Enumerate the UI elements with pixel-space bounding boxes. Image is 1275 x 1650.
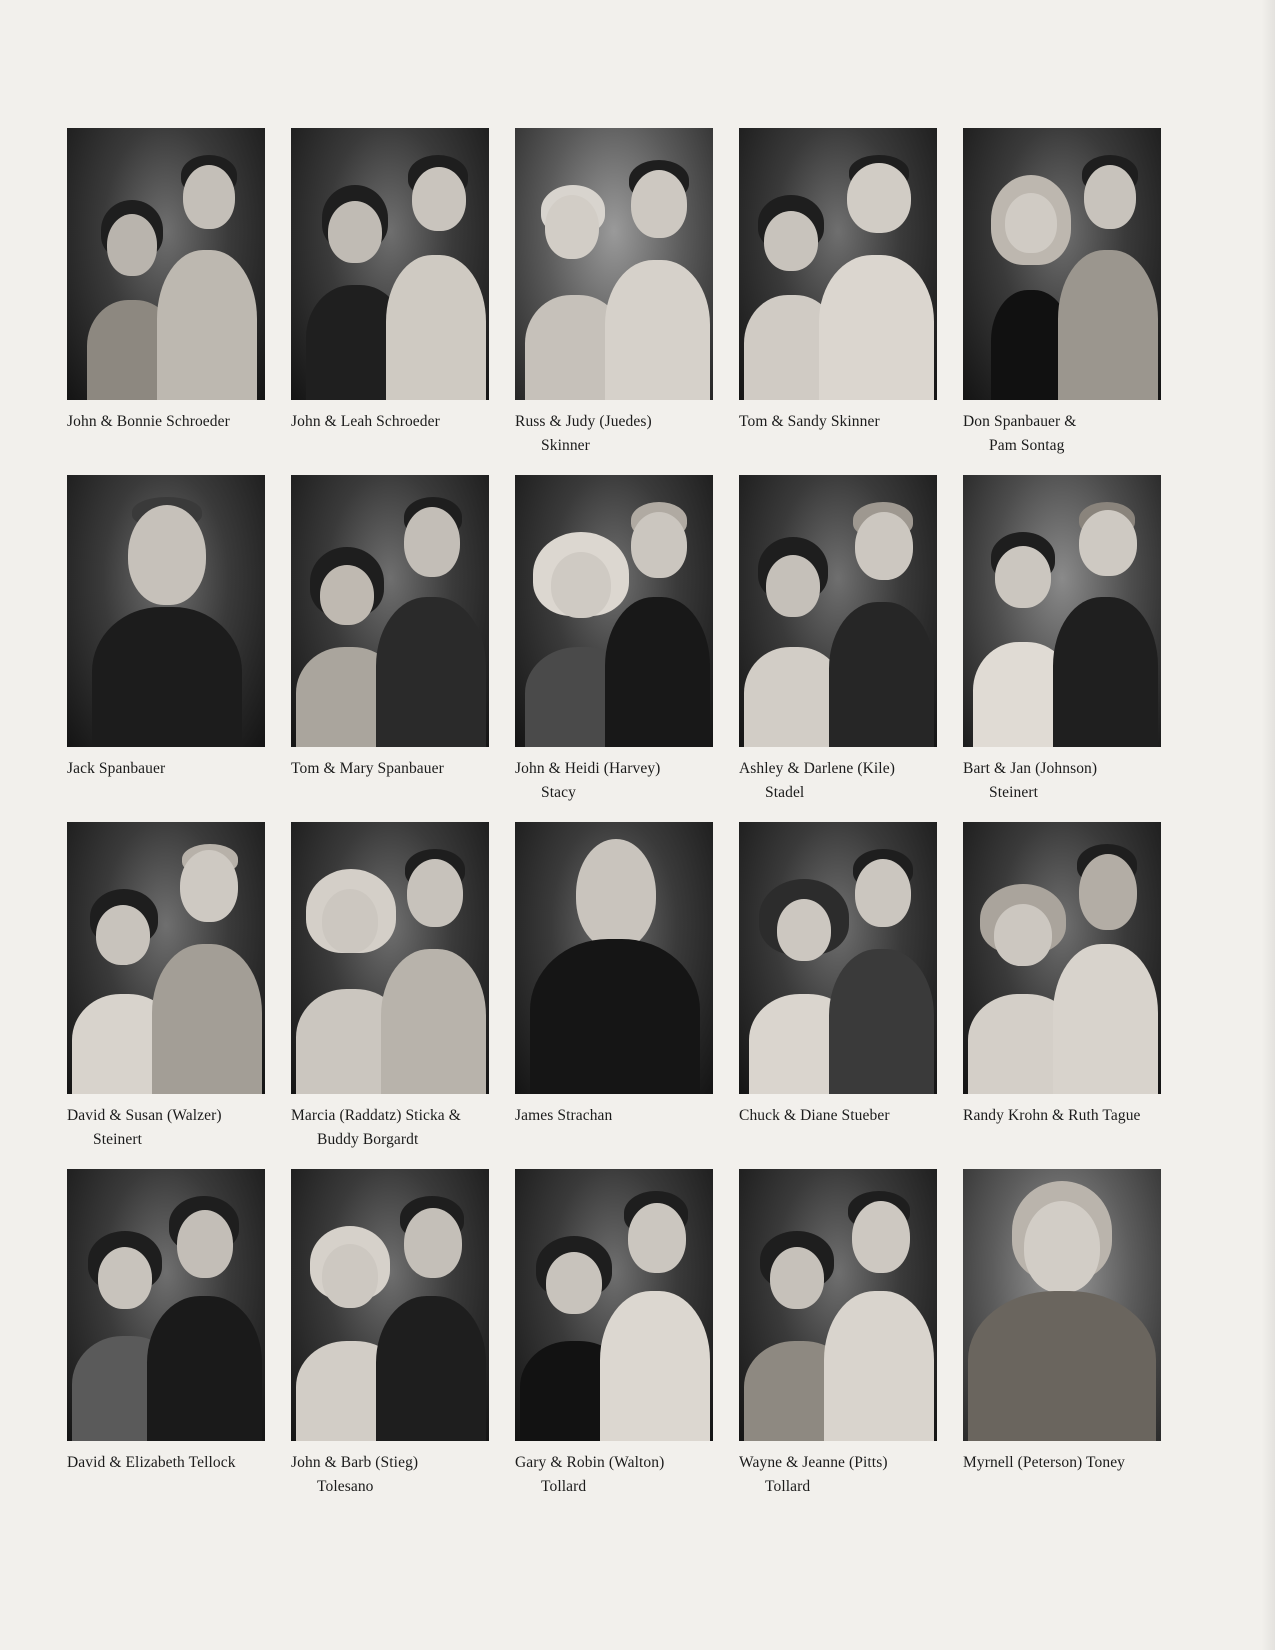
portrait-caption <box>291 757 489 781</box>
portrait-entry <box>515 128 713 453</box>
portrait-entry <box>963 475 1161 800</box>
portrait-caption <box>67 1451 265 1475</box>
caption-line-1: John & Barb (Stieg) <box>291 1454 419 1471</box>
portrait-entry <box>67 475 265 800</box>
caption-line-1: Wayne & Jeanne (Pitts) <box>739 1454 888 1471</box>
portrait-photo <box>739 475 937 747</box>
portrait-photo <box>67 822 265 1094</box>
caption-line-1: John & Leah Schroeder <box>291 413 440 430</box>
portrait-photo <box>515 475 713 747</box>
portrait-photo <box>963 475 1161 747</box>
portrait-photo <box>739 128 937 400</box>
portrait-photo <box>291 822 489 1094</box>
portrait-caption <box>291 1104 489 1152</box>
portrait-entry <box>515 1169 713 1494</box>
caption-line-1: Myrnell (Peterson) Toney <box>963 1454 1126 1471</box>
portrait-caption <box>963 757 1161 805</box>
caption-line-1: Jack Spanbauer <box>67 760 166 777</box>
portrait-caption <box>515 1104 713 1128</box>
portrait-caption <box>963 1104 1161 1128</box>
caption-line-1: Gary & Robin (Walton) <box>515 1454 665 1471</box>
portrait-entry <box>963 128 1161 453</box>
portrait-entry <box>291 822 489 1147</box>
portrait-caption <box>291 410 489 434</box>
portrait-caption <box>515 757 713 805</box>
caption-line-2: Steinert <box>93 1131 143 1148</box>
caption-line-2: Pam Sontag <box>989 437 1065 454</box>
portrait-caption <box>67 757 265 781</box>
portrait-photo <box>515 1169 713 1441</box>
caption-line-1: Tom & Sandy Skinner <box>739 413 880 430</box>
caption-line-1: Ashley & Darlene (Kile) <box>739 760 895 777</box>
caption-line-2: Buddy Borgardt <box>317 1131 419 1148</box>
caption-line-1: Don Spanbauer & <box>963 413 1077 430</box>
caption-line-1: Randy Krohn & Ruth Tague <box>963 1107 1141 1124</box>
portrait-photo <box>67 128 265 400</box>
caption-line-1: Marcia (Raddatz) Sticka & <box>291 1107 461 1124</box>
portrait-caption <box>67 1104 265 1152</box>
caption-line-1: Bart & Jan (Johnson) <box>963 760 1098 777</box>
portrait-entry <box>739 475 937 800</box>
caption-line-1: Chuck & Diane Stueber <box>739 1107 890 1124</box>
portrait-entry <box>67 822 265 1147</box>
portrait-entry <box>291 1169 489 1494</box>
portrait-photo <box>963 822 1161 1094</box>
portrait-photo <box>67 475 265 747</box>
caption-line-2: Steinert <box>989 784 1039 801</box>
portrait-caption <box>739 410 937 434</box>
portrait-entry <box>67 1169 265 1494</box>
caption-line-1: Russ & Judy (Juedes) <box>515 413 652 430</box>
portrait-photo <box>291 475 489 747</box>
portrait-entry <box>515 822 713 1147</box>
portrait-photo <box>515 128 713 400</box>
caption-line-1: John & Heidi (Harvey) <box>515 760 661 777</box>
portrait-entry <box>515 475 713 800</box>
caption-line-2: Tollard <box>765 1478 811 1495</box>
portrait-photo <box>291 128 489 400</box>
caption-line-1: James Strachan <box>515 1107 613 1124</box>
page-edge-shadow <box>1261 0 1275 1650</box>
portrait-caption <box>67 410 265 434</box>
caption-line-2: Tollard <box>541 1478 587 1495</box>
caption-line-1: David & Elizabeth Tellock <box>67 1454 236 1471</box>
portrait-entry <box>963 1169 1161 1494</box>
portrait-photo <box>291 1169 489 1441</box>
caption-line-2: Stadel <box>765 784 805 801</box>
portrait-caption <box>739 1104 937 1128</box>
portrait-entry <box>291 128 489 453</box>
caption-line-1: David & Susan (Walzer) <box>67 1107 222 1124</box>
portrait-caption <box>963 410 1161 458</box>
caption-line-2: Tolesano <box>317 1478 374 1495</box>
portrait-entry <box>739 822 937 1147</box>
portrait-caption <box>739 1451 937 1499</box>
caption-line-1: John & Bonnie Schroeder <box>67 413 230 430</box>
portrait-grid <box>67 128 1167 1498</box>
portrait-caption <box>291 1451 489 1499</box>
portrait-entry <box>739 1169 937 1494</box>
portrait-entry <box>291 475 489 800</box>
portrait-photo <box>739 1169 937 1441</box>
portrait-entry <box>67 128 265 453</box>
portrait-photo <box>515 822 713 1094</box>
portrait-caption <box>963 1451 1161 1475</box>
portrait-caption <box>739 757 937 805</box>
portrait-caption <box>515 410 713 458</box>
caption-line-2: Skinner <box>541 437 590 454</box>
portrait-entry <box>963 822 1161 1147</box>
caption-line-1: Tom & Mary Spanbauer <box>291 760 444 777</box>
portrait-entry <box>739 128 937 453</box>
portrait-photo <box>963 128 1161 400</box>
caption-line-2: Stacy <box>541 784 576 801</box>
portrait-photo <box>67 1169 265 1441</box>
portrait-photo <box>739 822 937 1094</box>
portrait-caption <box>515 1451 713 1499</box>
portrait-photo <box>963 1169 1161 1441</box>
